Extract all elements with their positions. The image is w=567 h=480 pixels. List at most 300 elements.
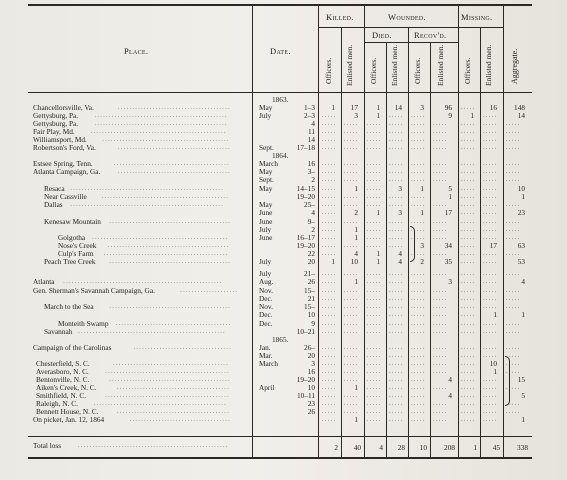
leader-dots: ..............................................	[94, 113, 228, 119]
cell-leader-killed-enlisted: .....	[344, 169, 359, 175]
cell-leader-recovd-enlisted: .....	[433, 417, 448, 423]
cell-leader-killed-officers: .....	[322, 369, 336, 375]
cell-aggregate: 5	[521, 391, 525, 400]
leader-dots: .......................................................	[63, 279, 223, 285]
top-rule	[28, 4, 532, 6]
cell-leader-missing-enlisted: .....	[483, 137, 498, 143]
cell-leader-died-officers: .....	[367, 393, 381, 399]
date-day: 16	[307, 159, 315, 168]
cell-recovd-enlisted: 4	[448, 375, 452, 384]
cell-leader-recovd-officers: .....	[411, 219, 425, 225]
cell-leader-died-enlisted: .....	[389, 296, 403, 302]
date-day: 9	[311, 319, 315, 328]
date-day: 3–	[307, 167, 315, 176]
cell-recovd-enlisted: 96	[444, 103, 452, 112]
date-value: May	[259, 200, 273, 209]
cell-leader-killed-enlisted: .....	[344, 202, 359, 208]
wounded-header: Wounded.	[388, 12, 426, 22]
date-value: April	[259, 383, 275, 392]
cell-recovd-enlisted: 1	[448, 192, 452, 201]
cell-leader-killed-enlisted: .....	[344, 194, 359, 200]
cell-leader-aggregate: .....	[506, 329, 521, 335]
cell-leader-missing-enlisted: .....	[483, 113, 498, 119]
cell-leader-died-enlisted: .....	[389, 329, 403, 335]
cell-leader-died-officers: .....	[367, 194, 381, 200]
aggregate-header: Aggregate.	[510, 48, 519, 84]
cell-leader-killed-enlisted: .....	[344, 129, 359, 135]
cell-died-enlisted: 3	[398, 208, 402, 217]
cell-leader-missing-officers: .....	[461, 345, 475, 351]
cell-leader-died-enlisted: .....	[389, 227, 403, 233]
cell-leader-missing-officers: .....	[461, 361, 475, 367]
date-value: March	[259, 359, 279, 368]
cell-leader-died-enlisted: .....	[389, 369, 403, 375]
cell-leader-killed-officers: .....	[322, 137, 336, 143]
place-name: Dallas	[44, 200, 63, 209]
cell-leader-killed-officers: .....	[322, 401, 336, 407]
date-value: Dec.	[259, 319, 273, 328]
cell-leader-aggregate: .....	[506, 251, 521, 257]
date-value: 11	[307, 127, 315, 136]
cell-leader-recovd-officers: .....	[411, 361, 425, 367]
place-name: Averasboro, N. C.	[36, 367, 89, 376]
place-name: Monteith Swamp	[58, 319, 109, 328]
cell-leader-recovd-enlisted: .....	[433, 235, 448, 241]
cell-leader-recovd-officers: .....	[411, 417, 425, 423]
cell-leader-killed-officers: .....	[322, 279, 336, 285]
cell-leader-recovd-officers: .....	[411, 161, 425, 167]
cell-leader-recovd-officers: .....	[411, 129, 425, 135]
date-value: July	[259, 111, 272, 120]
cell-leader-died-enlisted: .....	[389, 353, 403, 359]
leader-dots: ...........................................	[105, 369, 230, 375]
cell-leader-died-enlisted: .....	[389, 417, 403, 423]
cell-leader-died-officers: .....	[367, 321, 381, 327]
leader-dots: ............................................	[102, 137, 230, 143]
cell-leader-died-officers: .....	[367, 409, 381, 415]
cell-leader-died-officers: .....	[367, 377, 381, 383]
cell-leader-recovd-enlisted: .....	[433, 321, 448, 327]
cell-recovd-enlisted: 34	[444, 241, 452, 250]
cell-leader-died-enlisted: .....	[389, 361, 403, 367]
cell-missing-enlisted: 16	[489, 103, 497, 112]
cell-leader-missing-officers: .....	[461, 409, 475, 415]
place-name: Estsee Spring, Tenn.	[33, 159, 93, 168]
cell-leader-missing-officers: .....	[461, 186, 475, 192]
cell-died-enlisted: 4	[398, 257, 402, 266]
place-name: Raleigh, N. C.	[36, 399, 78, 408]
cell-leader-aggregate: .....	[506, 177, 521, 183]
cell-leader-recovd-enlisted: .....	[433, 177, 448, 183]
died-header: Died.	[372, 30, 392, 40]
leader-dots: ...................................................	[78, 329, 227, 335]
cell-leader-aggregate: .....	[506, 369, 521, 375]
cell-leader-killed-enlisted: .....	[344, 145, 359, 151]
place-name: Campaign of the Carolinas	[33, 343, 112, 352]
cell-recovd-enlisted: 17	[444, 208, 452, 217]
cell-leader-killed-officers: .....	[322, 312, 336, 318]
cell-leader-aggregate: .....	[506, 121, 521, 127]
cell-leader-aggregate: .....	[506, 409, 521, 415]
officers-header-missing: Officers.	[463, 57, 472, 84]
cell-killed-enlisted: 1	[354, 225, 358, 234]
cell-leader-recovd-officers: .....	[411, 369, 425, 375]
officers-header-killed: Officers.	[324, 57, 333, 84]
place-name: Chesterfield, S. C.	[36, 359, 90, 368]
cell-leader-missing-officers: .....	[461, 243, 475, 249]
cell-leader-missing-officers: .....	[461, 251, 475, 257]
cell-leader-killed-enlisted: .....	[344, 312, 359, 318]
cell-leader-recovd-officers: .....	[411, 377, 425, 383]
year-label: 1863.	[272, 95, 289, 104]
cell-leader-recovd-officers: .....	[411, 194, 425, 200]
cell-leader-recovd-officers: .....	[411, 271, 425, 277]
cell-leader-missing-officers: .....	[461, 129, 475, 135]
cell-leader-died-enlisted: .....	[389, 161, 403, 167]
cell-leader-missing-enlisted: .....	[483, 417, 498, 423]
date-day: 16–17	[296, 233, 315, 242]
leader-dots: ...............................................	[90, 129, 227, 135]
cell-leader-missing-officers: .....	[461, 288, 475, 294]
cell-leader-recovd-officers: .....	[411, 393, 425, 399]
cell-leader-killed-enlisted: .....	[344, 369, 359, 375]
place-name: Nose's Creek	[58, 241, 97, 250]
date-day: 1–3	[304, 103, 315, 112]
leader-dots: ...........................................	[105, 393, 230, 399]
cell-leader-died-enlisted: .....	[389, 137, 403, 143]
cell-leader-recovd-enlisted: .....	[433, 129, 448, 135]
date-value: 10–21	[296, 327, 315, 336]
enlisted-header-died: Enlisted men.	[390, 44, 399, 86]
date-value: 16	[307, 367, 315, 376]
total-top-rule	[28, 436, 532, 437]
date-header: Date.	[270, 46, 291, 56]
cell-leader-recovd-officers: .....	[411, 321, 425, 327]
cell-leader-recovd-officers: .....	[411, 137, 425, 143]
cell-leader-killed-officers: .....	[322, 113, 336, 119]
col-rule-date	[318, 4, 319, 459]
cell-leader-missing-officers: .....	[461, 329, 475, 335]
date-day: 10	[307, 310, 315, 319]
cell-leader-recovd-enlisted: .....	[433, 145, 448, 151]
cell-leader-died-officers: .....	[367, 279, 381, 285]
cell-leader-died-officers: .....	[367, 304, 381, 310]
cell-leader-aggregate: .....	[506, 296, 521, 302]
cell-died-enlisted: 3	[398, 184, 402, 193]
cell-leader-recovd-enlisted: .....	[433, 353, 448, 359]
date-value: July	[259, 269, 272, 278]
date-value: 19–20	[296, 192, 315, 201]
total-label: Total loss	[33, 441, 62, 450]
cell-leader-recovd-enlisted: .....	[433, 251, 448, 257]
place-name: Culp's Farm	[58, 249, 94, 258]
total-recovd-officers: 10	[419, 443, 427, 452]
cell-leader-aggregate: .....	[506, 169, 521, 175]
cell-leader-killed-enlisted: .....	[344, 137, 359, 143]
cell-leader-aggregate: .....	[506, 345, 521, 351]
cell-leader-recovd-officers: .....	[411, 401, 425, 407]
leader-dots: ........................................	[113, 361, 230, 367]
total-killed-enlisted: 40	[353, 443, 361, 452]
cell-leader-recovd-officers: .....	[411, 312, 425, 318]
leader-dots: ..................................	[133, 345, 233, 351]
cell-missing-enlisted: 1	[493, 367, 497, 376]
date-day: 14–15	[296, 184, 315, 193]
cell-leader-aggregate: .....	[506, 235, 521, 241]
date-value: June	[259, 208, 273, 217]
date-value: July	[259, 225, 272, 234]
cell-leader-missing-enlisted: .....	[483, 409, 498, 415]
cell-leader-died-enlisted: .....	[389, 202, 403, 208]
cell-leader-aggregate: .....	[506, 353, 521, 359]
date-value: June	[259, 233, 273, 242]
cell-leader-recovd-enlisted: .....	[433, 361, 448, 367]
cell-leader-killed-enlisted: .....	[344, 296, 359, 302]
place-name: Atlanta	[33, 277, 55, 286]
date-value: Aug.	[259, 277, 274, 286]
cell-leader-recovd-enlisted: .....	[433, 296, 448, 302]
cell-leader-missing-officers: .....	[461, 417, 475, 423]
date-value: Nov.	[259, 286, 273, 295]
cell-leader-killed-officers: .....	[322, 417, 336, 423]
cell-leader-missing-officers: .....	[461, 227, 475, 233]
col-rule-killed-o	[341, 27, 342, 459]
cell-leader-killed-officers: .....	[322, 235, 336, 241]
cell-leader-missing-officers: .....	[461, 385, 475, 391]
date-day: 2	[311, 175, 315, 184]
cell-leader-died-enlisted: .....	[389, 271, 403, 277]
cell-aggregate: 63	[517, 241, 525, 250]
cell-leader-died-officers: .....	[367, 401, 381, 407]
cell-leader-died-officers: .....	[367, 145, 381, 151]
cell-leader-died-officers: .....	[367, 243, 381, 249]
cell-leader-missing-officers: .....	[461, 161, 475, 167]
cell-leader-missing-enlisted: .....	[483, 401, 498, 407]
cell-leader-missing-officers: .....	[461, 105, 475, 111]
cell-leader-killed-enlisted: .....	[344, 304, 359, 310]
cell-missing-enlisted: 1	[493, 310, 497, 319]
cell-killed-officers: 1	[331, 103, 335, 112]
cell-leader-killed-officers: .....	[322, 353, 336, 359]
cell-leader-died-officers: .....	[367, 361, 381, 367]
date-value: 26	[307, 407, 315, 416]
cell-leader-recovd-enlisted: .....	[433, 329, 448, 335]
cell-leader-missing-enlisted: .....	[483, 145, 498, 151]
cell-killed-officers: 1	[331, 257, 335, 266]
cell-killed-enlisted: 1	[354, 415, 358, 424]
leader-dots: ..............................................	[94, 121, 228, 127]
date-value: 23	[307, 399, 315, 408]
cell-leader-killed-enlisted: .....	[344, 177, 359, 183]
cell-leader-recovd-enlisted: .....	[433, 137, 448, 143]
cell-leader-killed-enlisted: .....	[344, 161, 359, 167]
cell-leader-aggregate: .....	[506, 219, 521, 225]
cell-leader-missing-enlisted: .....	[483, 304, 498, 310]
cell-leader-aggregate: .....	[506, 271, 521, 277]
cell-leader-died-officers: .....	[367, 385, 381, 391]
cell-leader-killed-officers: .....	[322, 321, 336, 327]
cell-leader-died-enlisted: .....	[389, 401, 403, 407]
cell-leader-killed-officers: .....	[322, 296, 336, 302]
place-name: Savannah	[44, 327, 73, 336]
officers-header-died: Officers.	[369, 57, 378, 84]
cell-leader-missing-enlisted: .....	[483, 377, 498, 383]
cell-leader-recovd-officers: .....	[411, 177, 425, 183]
cell-leader-aggregate: .....	[506, 137, 521, 143]
cell-leader-died-enlisted: .....	[389, 243, 403, 249]
cell-leader-killed-enlisted: .....	[344, 321, 359, 327]
cell-leader-missing-officers: .....	[461, 210, 475, 216]
cell-leader-aggregate: .....	[506, 321, 521, 327]
cell-leader-missing-enlisted: .....	[483, 345, 498, 351]
place-name: Kenesaw Mountain	[44, 217, 101, 226]
cell-leader-missing-enlisted: .....	[483, 321, 498, 327]
cell-leader-missing-officers: .....	[461, 296, 475, 302]
cell-leader-missing-officers: .....	[461, 279, 475, 285]
cell-leader-recovd-officers: .....	[411, 329, 425, 335]
cell-leader-killed-enlisted: .....	[344, 401, 359, 407]
cell-leader-recovd-officers: .....	[411, 304, 425, 310]
leader-dots: ....................	[180, 288, 239, 294]
cell-leader-died-officers: .....	[367, 353, 381, 359]
cell-leader-killed-officers: .....	[322, 194, 336, 200]
header-bottom-rule	[28, 92, 532, 93]
bracket-carolinas	[505, 356, 510, 406]
cell-leader-died-officers: .....	[367, 296, 381, 302]
total-recovd-enlisted: 208	[444, 443, 455, 452]
bottom-rule	[28, 457, 532, 459]
cell-recovd-officers: 1	[420, 184, 424, 193]
cell-leader-missing-enlisted: .....	[483, 385, 498, 391]
cell-leader-recovd-enlisted: .....	[433, 304, 448, 310]
cell-leader-missing-officers: .....	[461, 271, 475, 277]
total-aggregate: 338	[517, 443, 528, 452]
cell-leader-died-officers: .....	[367, 186, 381, 192]
cell-recovd-enlisted: 4	[448, 391, 452, 400]
cell-leader-missing-officers: .....	[461, 377, 475, 383]
cell-recovd-officers: 1	[420, 208, 424, 217]
cell-killed-enlisted: 1	[354, 277, 358, 286]
cell-leader-recovd-enlisted: .....	[433, 121, 448, 127]
cell-leader-recovd-officers: .....	[411, 279, 425, 285]
cell-leader-recovd-enlisted: .....	[433, 271, 448, 277]
cell-leader-missing-officers: .....	[461, 169, 475, 175]
date-value: May	[259, 167, 273, 176]
cell-missing-enlisted: 10	[489, 359, 497, 368]
cell-leader-killed-enlisted: .....	[344, 329, 359, 335]
cell-leader-aggregate: .....	[506, 202, 521, 208]
total-missing-officers: 1	[473, 443, 477, 452]
cell-died-officers: 1	[376, 103, 380, 112]
cell-leader-missing-enlisted: .....	[483, 227, 498, 233]
place-name: March to the Sea	[44, 302, 94, 311]
date-value: Sept.	[259, 175, 274, 184]
cell-leader-recovd-enlisted: .....	[433, 385, 448, 391]
date-value: Mar.	[259, 351, 273, 360]
leader-dots: .......................................	[117, 385, 231, 391]
cell-leader-missing-officers: .....	[461, 145, 475, 151]
enlisted-header-missing: Enlisted men.	[484, 44, 493, 86]
cell-leader-killed-enlisted: .....	[344, 345, 359, 351]
cell-leader-died-enlisted: .....	[389, 235, 403, 241]
date-day: 3	[311, 359, 315, 368]
cell-aggregate: 1	[521, 310, 525, 319]
cell-recovd-enlisted: 3	[448, 277, 452, 286]
cell-leader-missing-enlisted: .....	[483, 353, 498, 359]
place-name: Chancellorsville, Va.	[33, 103, 94, 112]
date-day: 2–3	[304, 111, 315, 120]
place-name: Gen. Sherman's Savannah Campaign, Ga.	[33, 286, 155, 295]
date-value: June	[259, 217, 273, 226]
total-missing-enlisted: 45	[492, 443, 500, 452]
cell-leader-recovd-officers: .....	[411, 227, 425, 233]
cell-leader-aggregate: .....	[506, 161, 521, 167]
cell-leader-killed-officers: .....	[322, 177, 336, 183]
place-name: Robertson's Ford, Va.	[33, 143, 96, 152]
cell-leader-killed-officers: .....	[322, 186, 336, 192]
cell-leader-recovd-enlisted: .....	[433, 169, 448, 175]
place-name: Williamsport, Md.	[33, 135, 87, 144]
cell-leader-killed-officers: .....	[322, 288, 336, 294]
cell-leader-killed-enlisted: .....	[344, 243, 359, 249]
date-day: 20	[307, 257, 315, 266]
cell-leader-missing-enlisted: .....	[483, 210, 498, 216]
date-value: March	[259, 159, 279, 168]
cell-leader-missing-officers: .....	[461, 393, 475, 399]
cell-leader-killed-officers: .....	[322, 145, 336, 151]
date-value: 19–20	[296, 241, 315, 250]
cell-killed-enlisted: 10	[350, 257, 358, 266]
date-value: 22	[307, 249, 315, 258]
leader-dots: ..............................................	[93, 401, 227, 407]
cell-recovd-enlisted: 9	[448, 111, 452, 120]
cell-leader-died-officers: .....	[367, 219, 381, 225]
cell-died-officers: 1	[376, 257, 380, 266]
cell-leader-died-officers: .....	[367, 121, 381, 127]
date-day: 26–	[304, 343, 315, 352]
cell-leader-missing-officers: .....	[461, 321, 475, 327]
cell-aggregate: 14	[517, 111, 525, 120]
cell-aggregate: 53	[517, 257, 525, 266]
cell-killed-enlisted: 3	[354, 111, 358, 120]
cell-leader-missing-enlisted: .....	[483, 121, 498, 127]
leader-dots: .....................................................	[70, 186, 225, 192]
cell-leader-aggregate: .....	[506, 304, 521, 310]
cell-leader-recovd-enlisted: .....	[433, 227, 448, 233]
cell-leader-died-enlisted: .....	[389, 145, 403, 151]
cell-leader-recovd-officers: .....	[411, 288, 425, 294]
cell-leader-missing-officers: .....	[461, 137, 475, 143]
cell-leader-missing-enlisted: .....	[483, 129, 498, 135]
enlisted-header-recovd: Enlisted men.	[436, 44, 445, 86]
date-day: 10	[307, 383, 315, 392]
cell-leader-died-enlisted: .....	[389, 169, 403, 175]
cell-leader-recovd-enlisted: .....	[433, 202, 448, 208]
cell-leader-killed-officers: .....	[322, 271, 336, 277]
cell-leader-killed-officers: .....	[322, 202, 336, 208]
cell-leader-died-enlisted: .....	[389, 279, 403, 285]
cell-leader-recovd-officers: .....	[411, 113, 425, 119]
place-name: Gettysburg, Pa.	[33, 111, 79, 120]
leader-dots: ..........................................	[109, 304, 232, 310]
total-died-officers: 4	[379, 443, 383, 452]
cell-leader-died-enlisted: .....	[389, 121, 403, 127]
cell-leader-missing-enlisted: .....	[483, 393, 498, 399]
cell-leader-killed-enlisted: .....	[344, 271, 359, 277]
cell-leader-missing-enlisted: .....	[483, 194, 498, 200]
cell-leader-aggregate: .....	[506, 227, 521, 233]
cell-leader-missing-enlisted: .....	[483, 279, 498, 285]
